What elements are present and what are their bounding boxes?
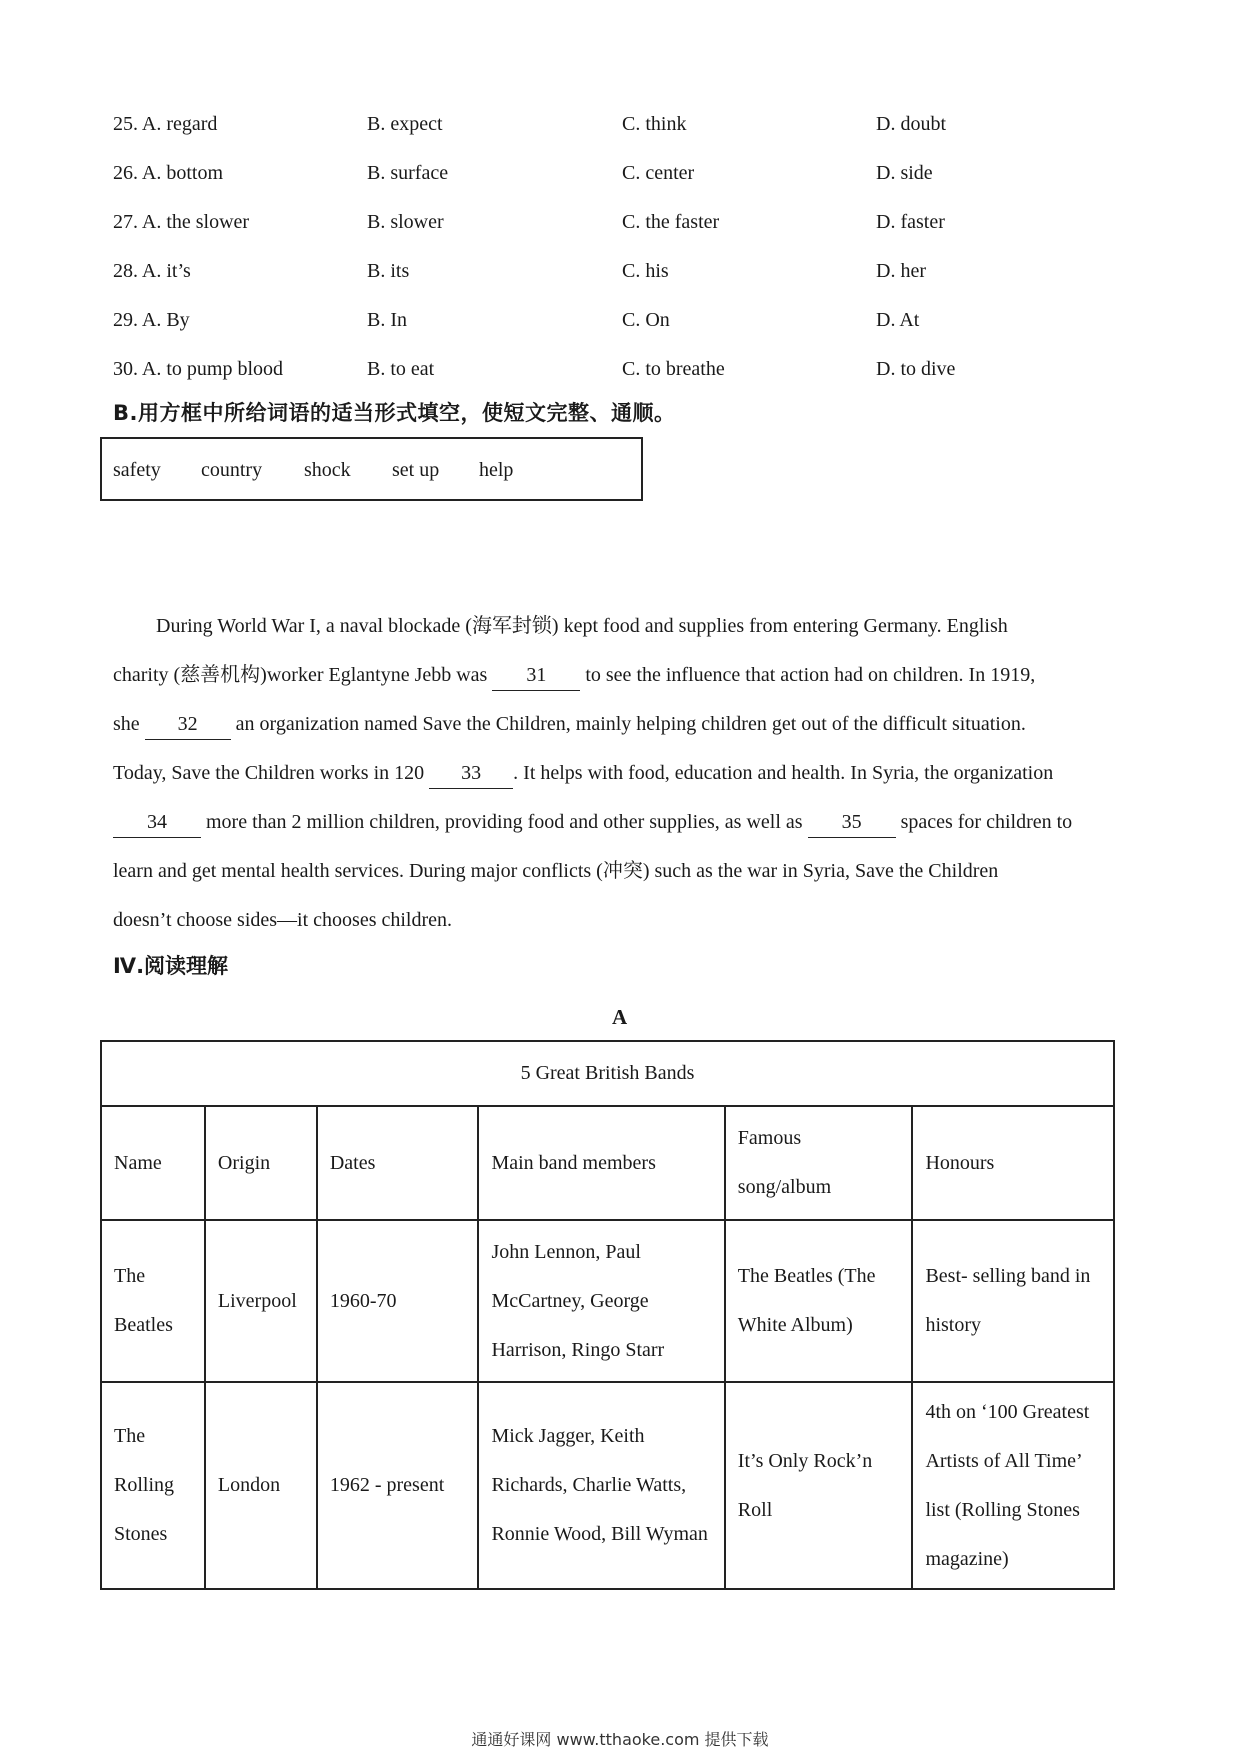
table-cell: Mick Jagger, Keith Richards, Charlie Watts, Ronnie Wood, Bill Wyman — [478, 1382, 724, 1589]
option-c: C. On — [622, 309, 670, 331]
table-cell: Best- selling band in history — [912, 1220, 1114, 1382]
passage-text: During World War I, a naval blockade (海军封锁) kept food and supplies from entering Germany. English — [156, 615, 1008, 637]
passage-line — [113, 602, 1129, 651]
question-row — [113, 247, 1113, 296]
option-c: C. his — [622, 260, 669, 282]
passage-line — [113, 700, 1129, 749]
option-b: B. to eat — [367, 358, 435, 380]
column-header: Dates — [317, 1106, 479, 1220]
table-cell: The Beatles — [101, 1220, 205, 1382]
option-c: C. think — [622, 113, 687, 135]
table-cell: The Rolling Stones — [101, 1382, 205, 1589]
word-shock: shock — [304, 459, 351, 481]
table-header-row — [101, 1106, 1114, 1220]
table-row — [101, 1382, 1114, 1589]
section-b-heading: B.用方框中所给词语的适当形式填空，使短文完整、通顺。 — [113, 401, 676, 425]
section-iv-heading: Ⅳ.阅读理解 — [113, 954, 229, 978]
cloze-passage — [113, 602, 1129, 945]
blank-33: 33 — [429, 758, 513, 789]
bands-table — [100, 1040, 1115, 1590]
question-row — [113, 296, 1113, 345]
multiple-choice-options — [113, 100, 1113, 394]
option-c: C. the faster — [622, 211, 720, 233]
option-a: 29. A. By — [113, 309, 190, 331]
option-b: B. In — [367, 309, 407, 331]
passage-line — [113, 749, 1129, 798]
column-header: Main band members — [478, 1106, 724, 1220]
table-cell: It’s Only Rock’n Roll — [725, 1382, 913, 1589]
option-a: 28. A. it’s — [113, 260, 191, 282]
blank-32: 32 — [145, 709, 231, 740]
option-a: 27. A. the slower — [113, 211, 250, 233]
option-b: B. its — [367, 260, 410, 282]
blank-35: 35 — [808, 807, 896, 838]
option-b: B. expect — [367, 113, 443, 135]
table-cell: 1962 - present — [317, 1382, 479, 1589]
column-header: Honours — [912, 1106, 1114, 1220]
passage-line — [113, 847, 1129, 896]
passage-text: more than 2 million children, providing food and other supplies, as well as — [201, 811, 808, 833]
option-c: C. to breathe — [622, 358, 725, 380]
table-cell: Liverpool — [205, 1220, 317, 1382]
table-cell: The Beatles (The White Album) — [725, 1220, 913, 1382]
option-d: D. faster — [876, 211, 945, 233]
option-d: D. doubt — [876, 113, 946, 135]
option-d: D. At — [876, 309, 920, 331]
passage-text: an organization named Save the Children, mainly helping children get out of the difficult situation. — [230, 713, 1026, 735]
blank-31: 31 — [492, 660, 580, 691]
table-title: 5 Great British Bands — [101, 1041, 1114, 1106]
word-safety: safety — [113, 459, 161, 481]
blank-34: 34 — [113, 807, 201, 838]
option-b: B. slower — [367, 211, 444, 233]
option-a: 26. A. bottom — [113, 162, 224, 184]
passage-text: learn and get mental health services. During major conflicts (冲突) such as the war in Syria, Save the Children — [113, 860, 999, 882]
option-b: B. surface — [367, 162, 449, 184]
passage-text: Today, Save the Children works in 120 — [113, 762, 430, 784]
option-a: 30. A. to pump blood — [113, 358, 284, 380]
option-d: D. her — [876, 260, 926, 282]
column-header: Name — [101, 1106, 205, 1220]
passage-text: doesn’t choose sides—it chooses children. — [113, 909, 453, 931]
passage-line — [113, 896, 1129, 945]
question-row — [113, 100, 1113, 149]
column-header: Famous song/album — [725, 1106, 913, 1220]
word-set-up: set up — [392, 459, 440, 481]
passage-text: spaces for children to — [895, 811, 1073, 833]
word-country: country — [201, 459, 263, 481]
question-row — [113, 149, 1113, 198]
passage-text: she — [113, 713, 145, 735]
passage-line — [113, 798, 1129, 847]
word-help: help — [479, 459, 514, 481]
column-header: Origin — [205, 1106, 317, 1220]
question-row — [113, 345, 1113, 394]
option-c: C. center — [622, 162, 695, 184]
option-a: 25. A. regard — [113, 113, 218, 135]
passage-text: to see the influence that action had on children. In 1919, — [580, 664, 1036, 686]
passage-line — [113, 651, 1129, 700]
reading-a-label: A — [612, 1005, 628, 1029]
table-row — [101, 1220, 1114, 1382]
passage-text: . It helps with food, education and health. In Syria, the organization — [513, 762, 1054, 784]
question-row — [113, 198, 1113, 247]
table-cell: 1960-70 — [317, 1220, 479, 1382]
table-cell: London — [205, 1382, 317, 1589]
table-cell: 4th on ‘100 Greatest Artists of All Time’ list (Rolling Stones magazine) — [912, 1382, 1114, 1589]
option-d: D. to dive — [876, 358, 956, 380]
passage-text: charity (慈善机构)worker Eglantyne Jebb was — [113, 664, 493, 686]
page-footer: 通通好课网 www.tthaoke.com 提供下载 — [471, 1730, 769, 1749]
option-d: D. side — [876, 162, 933, 184]
table-cell: John Lennon, Paul McCartney, George Harrison, Ringo Starr — [478, 1220, 724, 1382]
word-box — [100, 437, 643, 501]
